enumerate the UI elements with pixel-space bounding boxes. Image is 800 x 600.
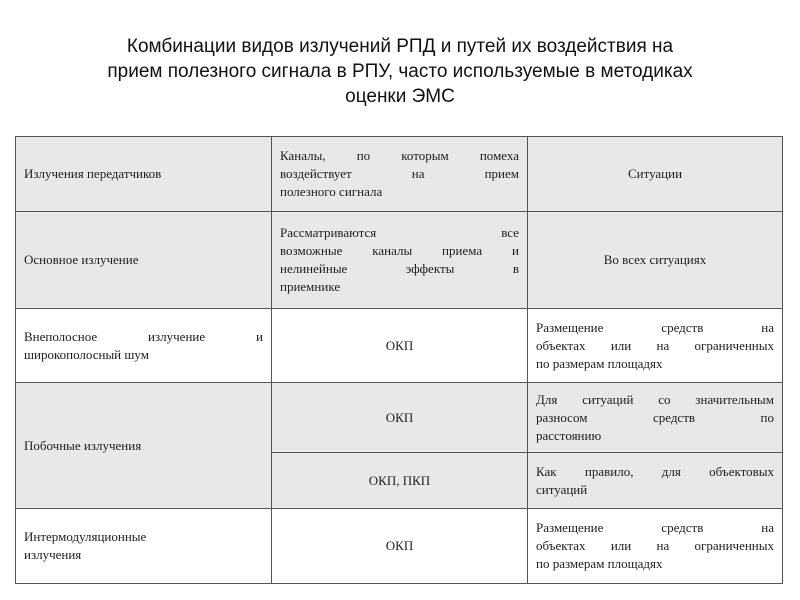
emission-cell (16, 509, 272, 584)
channel-cell (272, 212, 528, 309)
channel-text: ОКП (385, 337, 414, 353)
header-emissions-label: Излучения передатчиков (24, 166, 162, 181)
channel-text: ОКП, ПКП (368, 472, 431, 488)
situation-line: Для ситуаций со значительным (536, 391, 774, 407)
title-line-1: Комбинации видов излучений РПД и путей их воздействия на (126, 36, 674, 57)
situation-line: Размещение средств на (536, 520, 774, 535)
header-cell-channels (272, 137, 528, 212)
channel-text: ОКП (385, 538, 414, 553)
situation-line: объектах или на ограниченных (536, 538, 774, 553)
emission-table (15, 136, 783, 584)
emission-cell (16, 309, 272, 383)
header-cell-emissions (16, 137, 272, 212)
header-channels-line: воздействует на прием (280, 166, 519, 181)
emission-line: Внеполосное излучение и (24, 328, 263, 344)
situation-cell (528, 212, 783, 309)
channel-line: возможные каналы приема и (280, 243, 519, 258)
table-row (16, 509, 783, 584)
header-channels-line: полезного сигнала (280, 184, 383, 199)
table-row (16, 309, 783, 383)
table-row (16, 383, 783, 453)
channel-cell (272, 383, 528, 453)
emission-cell (16, 383, 272, 509)
table-header-row (16, 137, 783, 212)
channel-text: ОКП (385, 409, 414, 425)
channel-cell (272, 309, 528, 383)
situation-cell (528, 383, 783, 453)
title-line-2: прием полезного сигнала в РПУ, часто используемые в методиках (107, 61, 693, 82)
header-channels-line: Каналы, по которым помеха (280, 148, 519, 163)
situation-cell (528, 309, 783, 383)
emission-text: Побочные излучения (24, 437, 142, 453)
situation-text: Во всех ситуациях (603, 252, 707, 267)
channel-cell (272, 509, 528, 584)
situation-line: по размерам площадях (536, 355, 663, 371)
situation-line: объектах или на ограниченных (536, 337, 774, 353)
channel-line: Рассматриваются все (280, 225, 519, 240)
header-cell-situations (528, 137, 783, 212)
situation-cell (528, 453, 783, 509)
emission-line: Интермодуляционные (24, 529, 147, 544)
situation-line: Размещение средств на (536, 319, 774, 335)
emission-cell (16, 212, 272, 309)
header-situations-label: Ситуации (627, 166, 683, 181)
channel-cell (272, 453, 528, 509)
emission-line: широкополосный шум (24, 346, 149, 362)
situation-line: ситуаций (536, 481, 588, 497)
channel-line: приемнике (280, 279, 341, 294)
emission-line: излучения (24, 547, 82, 562)
situation-line: разносом средств по (536, 409, 774, 425)
emission-text: Основное излучение (24, 252, 139, 267)
situation-line: Как правило, для объектовых (536, 463, 774, 479)
slide-title (40, 34, 760, 109)
situation-line: по размерам площадях (536, 556, 663, 571)
title-line-3: оценки ЭМС (345, 86, 455, 107)
table-row (16, 212, 783, 309)
channel-line: нелинейные эффекты в (280, 261, 519, 276)
situation-line: расстоянию (536, 427, 602, 443)
situation-cell (528, 509, 783, 584)
